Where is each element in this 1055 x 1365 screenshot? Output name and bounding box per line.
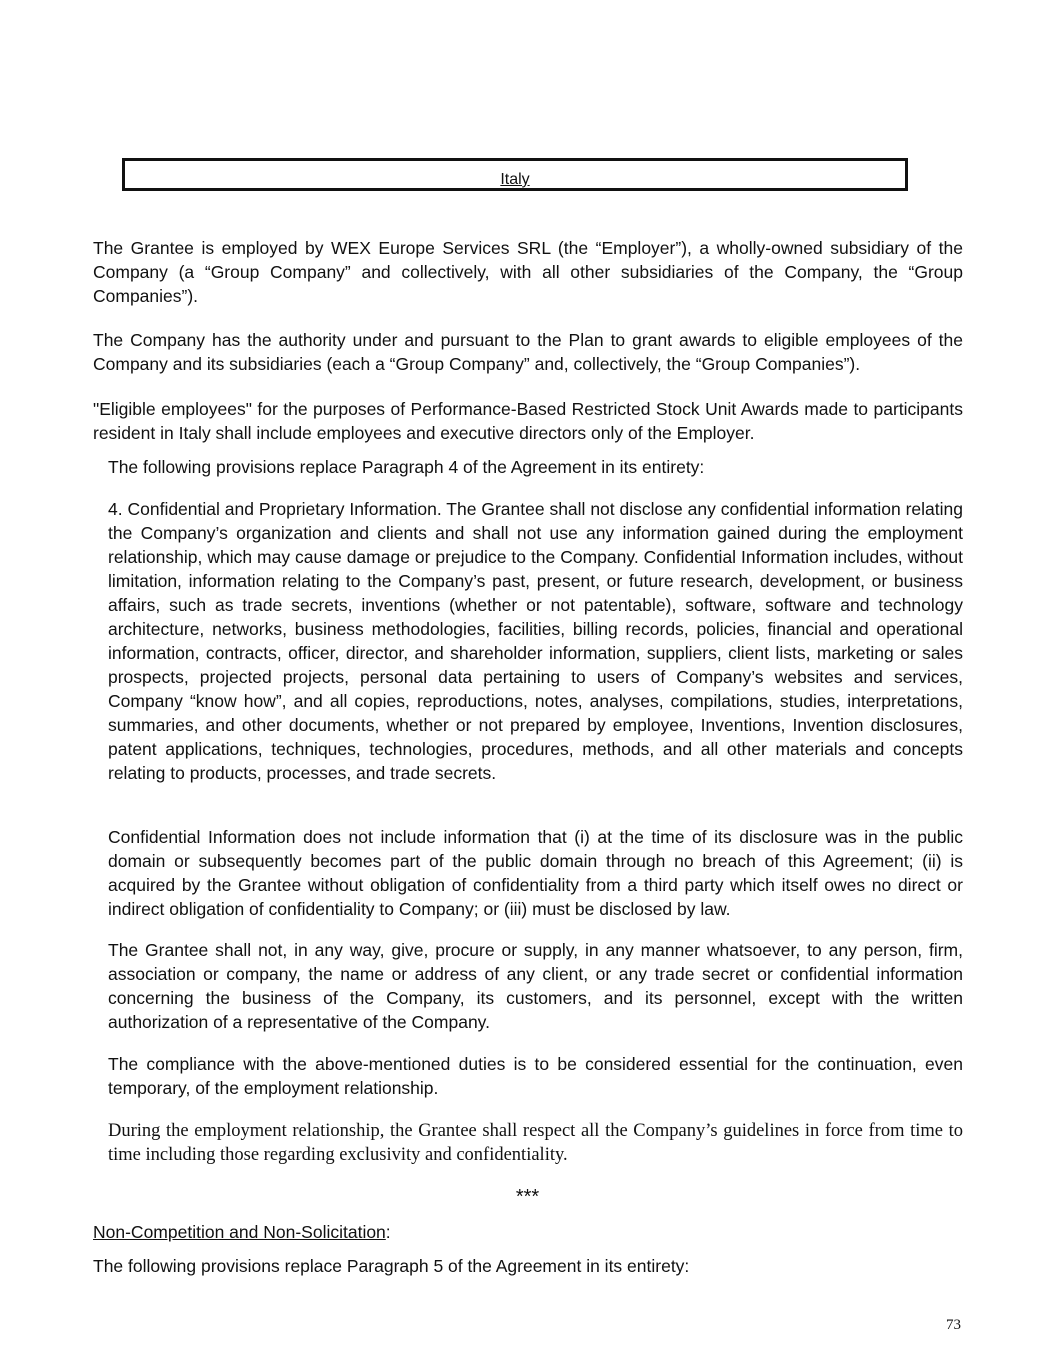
page-number: 73 (946, 1317, 961, 1333)
section-heading (93, 1220, 391, 1244)
section-heading-title: Non-Competition and Non-Solicitation (93, 1222, 386, 1242)
eligible-employees-paragraph: "Eligible employees" for the purposes of Performance-Based Restricted Stock Unit Awards made to participants resident in Italy shall include employees and executive directors only of the Employer. (93, 399, 963, 443)
confidential-information-paragraph: 4. Confidential and Proprietary Information. The Grantee shall not disclose any confidential information relating the Company’s organization and clients and shall not use any information gained during the employment relationship, which may cause damage or prejudice to the Company. Confidential Information includes, without limitation, information relating to the Company’s past, present, or future research, development, or business affairs, such as trade secrets, inventions (whether or not patentable), software, software and technology architecture, networks, business methodologies, facilities, billing records, policies, financial and operational information, contracts, officer, director, and shareholder information, suppliers, client lists, marketing or sales prospects, projected projects, personal data pertaining to users of Company’s websites and services, Company “know how”, and all copies, reproductions, notes, analyses, compilations, studies, interpretations, summaries, and other documents, whether or not prepared by employee, Inventions, Invention disclosures, patent applications, techniques, technologies, procedures, methods, and all other materials and concepts relating to products, processes, and trade secrets. (108, 499, 963, 783)
authority-paragraph: The Company has the authority under and pursuant to the Plan to grant awards to eligible employees of the Company and its subsidiaries (each a “Group Company” and, collectively, the “Group Companies”). (93, 330, 963, 374)
section-heading-colon: : (385, 1222, 391, 1242)
non-disclosure-paragraph: The Grantee shall not, in any way, give, procure or supply, in any manner whatsoever, to any person, firm, association or company, the name or address of any client, or any trade secret or confidential information concerning the business of the Company, its customers, and its personnel, except with the written authorization of a representative of the Company. (108, 940, 963, 1032)
compliance-paragraph: The compliance with the above-mentioned duties is to be considered essential for the continuation, even temporary, of the employment relationship. (108, 1054, 963, 1098)
paragraph-4-intro: The following provisions replace Paragraph 4 of the Agreement in its entirety: (108, 457, 705, 477)
country-header-box (122, 158, 908, 191)
guidelines-paragraph: During the employment relationship, the Grantee shall respect all the Company’s guidelines in force from time to time including those regarding exclusivity and confidentiality. (108, 1121, 963, 1165)
country-header-title: Italy (500, 171, 530, 188)
paragraph-5-intro: The following provisions replace Paragraph 5 of the Agreement in its entirety: (93, 1256, 690, 1276)
section-separator: *** (515, 1186, 540, 1208)
employer-paragraph: The Grantee is employed by WEX Europe Services SRL (the “Employer”), a wholly-owned subsidiary of the Company (a “Group Company” and collectively, with all other subsidiaries of the Company, the “Group Companies”). (93, 238, 963, 306)
confidential-exclusions-paragraph: Confidential Information does not include information that (i) at the time of its disclosure was in the public domain or subsequently becomes part of the public domain through no breach of this Agreement; (ii) is acquired by the Grantee without obligation of confidentiality from a third party which itself owes no direct or indirect obligation of confidentiality to Company; or (iii) must be disclosed by law. (108, 827, 963, 919)
